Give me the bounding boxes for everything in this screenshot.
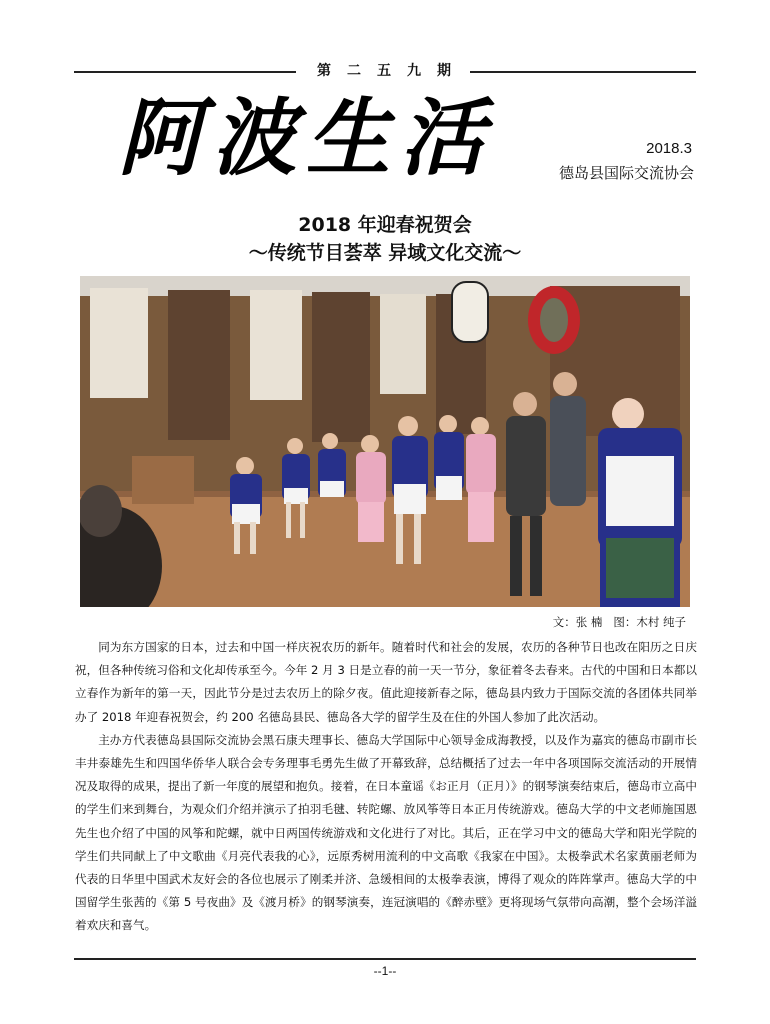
issue-number: 第二五九期 xyxy=(317,63,467,79)
publisher-name: 德岛县国际交流协会 xyxy=(558,164,694,182)
article-body xyxy=(75,636,697,938)
article-subtitle: ～传统节目荟萃 异域文化交流～ xyxy=(248,242,522,264)
issue-date: 2018.3 xyxy=(646,140,692,157)
article-title: 2018 年迎春祝贺会 xyxy=(298,214,472,236)
page-number: --1-- xyxy=(373,964,397,978)
top-rule-right xyxy=(470,71,696,73)
top-rule-left xyxy=(74,71,296,73)
bottom-rule xyxy=(74,958,696,960)
masthead-title: 阿波生活 xyxy=(118,88,495,187)
photo-credit: 文：张 楠 图：木村 纯子 xyxy=(552,615,686,629)
article-paragraph: 同为东方国家的日本，过去和中国一样庆祝农历的新年。随着时代和社会的发展，农历的各种节日也改在阳历之日庆祝，但各种传统习俗和文化却传承至今。今年 2 月 3 日是立春的前一天一节分，象征着冬去春来。古代的中国和日本都以立春作为新年的第一天，因此节分是过去农历上的除夕夜。值此迎接新春之际，德岛县内致力于国际交流的各团体共同举办了 2018 年迎春祝贺会，约 200 名德岛县民、德岛各大学的留学生及在住的外国人参加了此次活动。 xyxy=(75,640,697,724)
article-paragraph: 主办方代表德岛县国际交流协会黑石康夫理事长、德岛大学国际中心领导金成海教授，以及作为嘉宾的德岛市副市长丰井泰雄先生和四国华侨华人联合会专务理事毛勇先生做了开幕致辞，总结概括了过去一年中各项国际交流活动的开展情况及取得的成果，提出了新一年度的展望和抱负。接着，在日本童谣《お正月（正月）》的钢琴演奏结束后，德岛市立高中的学生们来到舞台，为观众们介绍并演示了拍羽毛毽、转陀螺、放风筝等日本正月传统游戏。德岛大学的中文老师施国恩先生也介绍了中国的风筝和陀螺，就中日两国传统游戏和文化进行了对比。其后，正在学习中文的德岛大学和阳光学院的学生们共同献上了中文歌曲《月亮代表我的心》，远原秀树用流利的中文高歌《我家在中国》。太极拳武术名家黄丽老师为代表的日华里中国武术友好会的各位也展示了刚柔并济、急缓相间的太极拳表演，博得了观众的阵阵掌声。德岛大学的中国留学生张茜的《第 5 号夜曲》及《渡月桥》的钢琴演奏，连冠演唱的《醉赤壁》更将现场气氛带向高潮，整个会场洋溢着欢庆和喜气。 xyxy=(75,732,697,933)
event-photo xyxy=(80,276,690,607)
